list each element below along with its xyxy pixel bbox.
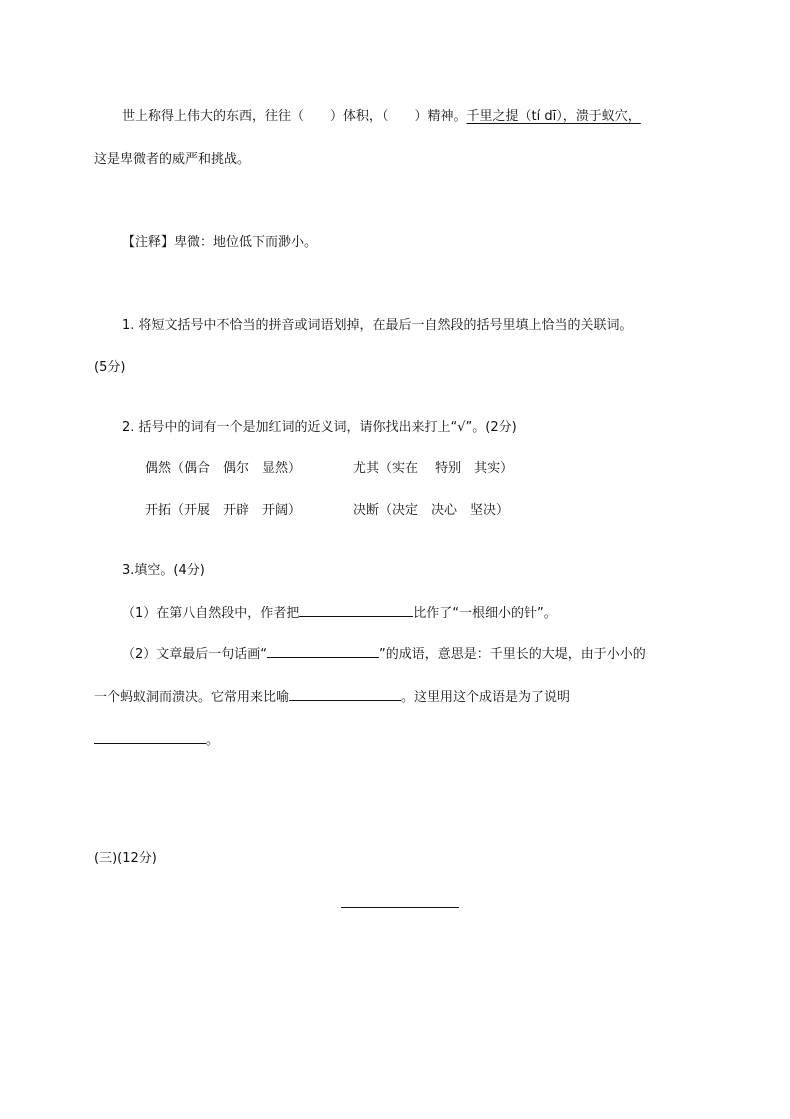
word-group-3: 开拓（开展 开辟 开阔） [145,503,302,518]
word-group-4: 决断（决定 决心 坚决） [353,503,510,518]
separator-line [341,907,459,908]
question-1-text: 1. 将短文括号中不恰当的拼音或词语划掉，在最后一自然段的括号里填上恰当的关联词。 [122,318,633,333]
question-1-score: (5分) [94,360,126,375]
word-group-1: 偶然（偶合 偶尔 显然） [145,461,302,476]
answer-blank-3[interactable] [289,688,401,701]
answer-blank-4[interactable] [94,731,206,744]
annotation-note: 【注释】卑微：地位低下而渺小。 [122,235,318,250]
answer-blank-1[interactable] [299,604,413,617]
question-3-title: 3.填空。(4分) [122,563,205,578]
question-2-text: 2. 括号中的词有一个是加红词的近义词，请你找出来打上“√”。(2分) [122,420,517,435]
passage-line-1 [122,108,641,126]
section-3-heading: (三)(12分) [94,851,157,866]
passage-line-2: 这是卑微者的威严和挑战。 [94,152,251,167]
passage-idiom-underlined: 千里之提（tí dī），溃于蚁穴， [466,109,641,124]
answer-blank-2[interactable] [267,645,379,658]
question-3-part-1: （1）在第八自然段中，作者把 比作了“一根细小的针”。 [122,606,557,621]
question-3-part-2: （2）文章最后一句话画“ ”的成语，意思是：千里长的大堤，由于小小的 [122,647,646,662]
word-group-2: 尤其（实在 特别 其实） [353,461,514,476]
passage-line-1-text: 世上称得上伟大的东西，往往（ ）体积，（ ）精神。 [122,109,467,124]
question-3-part-2-end: 。 [94,731,219,750]
question-3-part-2-cont: 一个蚂蚁洞而溃决。它常用来比喻 。这里用这个成语是为了说明 [94,690,571,705]
